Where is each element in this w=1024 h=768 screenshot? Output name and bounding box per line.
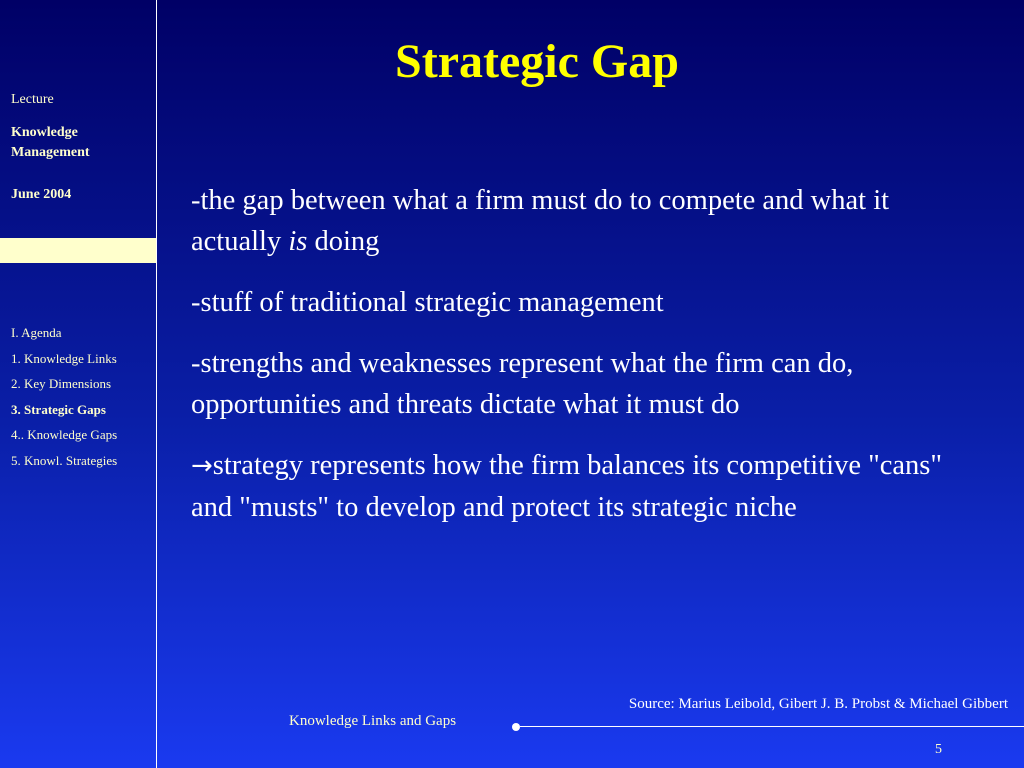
- bullet-4: [191, 445, 961, 528]
- agenda-item[interactable]: 1. Knowledge Links: [11, 350, 117, 366]
- arrow-right-icon: →: [191, 451, 213, 481]
- course-title: [11, 123, 90, 163]
- agenda-item[interactable]: I. Agenda: [11, 325, 62, 340]
- footer-dot: [512, 723, 520, 731]
- footer-line: [520, 726, 1024, 727]
- page-number: 5: [935, 742, 942, 757]
- agenda-item[interactable]: 3. Strategic Gaps: [11, 401, 106, 417]
- bullet-4-text: strategy represents how the firm balances its competitive "cans" and "musts" to develop and protect its strategic niche: [191, 450, 942, 523]
- sidebar-highlight-bar: [0, 238, 156, 263]
- course-title-line1: Knowledge: [11, 125, 78, 140]
- course-title-line2: Management: [11, 145, 90, 160]
- lecture-date: June 2004: [11, 187, 72, 202]
- bullet-2: -stuff of traditional strategic management: [191, 287, 664, 318]
- bullet-1-tail: doing: [307, 226, 380, 257]
- bullet-3: -strengths and weaknesses represent what the firm can do, opportunities and threats dictate what it must do: [191, 348, 854, 420]
- agenda-item[interactable]: 5. Knowl. Strategies: [11, 452, 118, 468]
- agenda-list: [11, 324, 117, 478]
- footer-title: Knowledge Links and Gaps: [289, 713, 457, 729]
- agenda-item[interactable]: 2. Key Dimensions: [11, 376, 112, 392]
- slide-title: Strategic Gap: [395, 35, 679, 88]
- sidebar-divider: [156, 0, 157, 768]
- bullet-1-text: -the gap between what a firm must do to compete and what it actually: [191, 185, 890, 257]
- lecture-label: Lecture: [11, 92, 54, 107]
- agenda-item[interactable]: 4.. Knowledge Gaps: [11, 427, 118, 443]
- bullet-1-emphasis: is: [288, 226, 308, 257]
- source-citation: Source: Marius Leibold, Gibert J. B. Probst & Michael Gibbert: [628, 696, 1008, 712]
- bullet-1: [191, 180, 961, 262]
- slide-body: [191, 180, 961, 548]
